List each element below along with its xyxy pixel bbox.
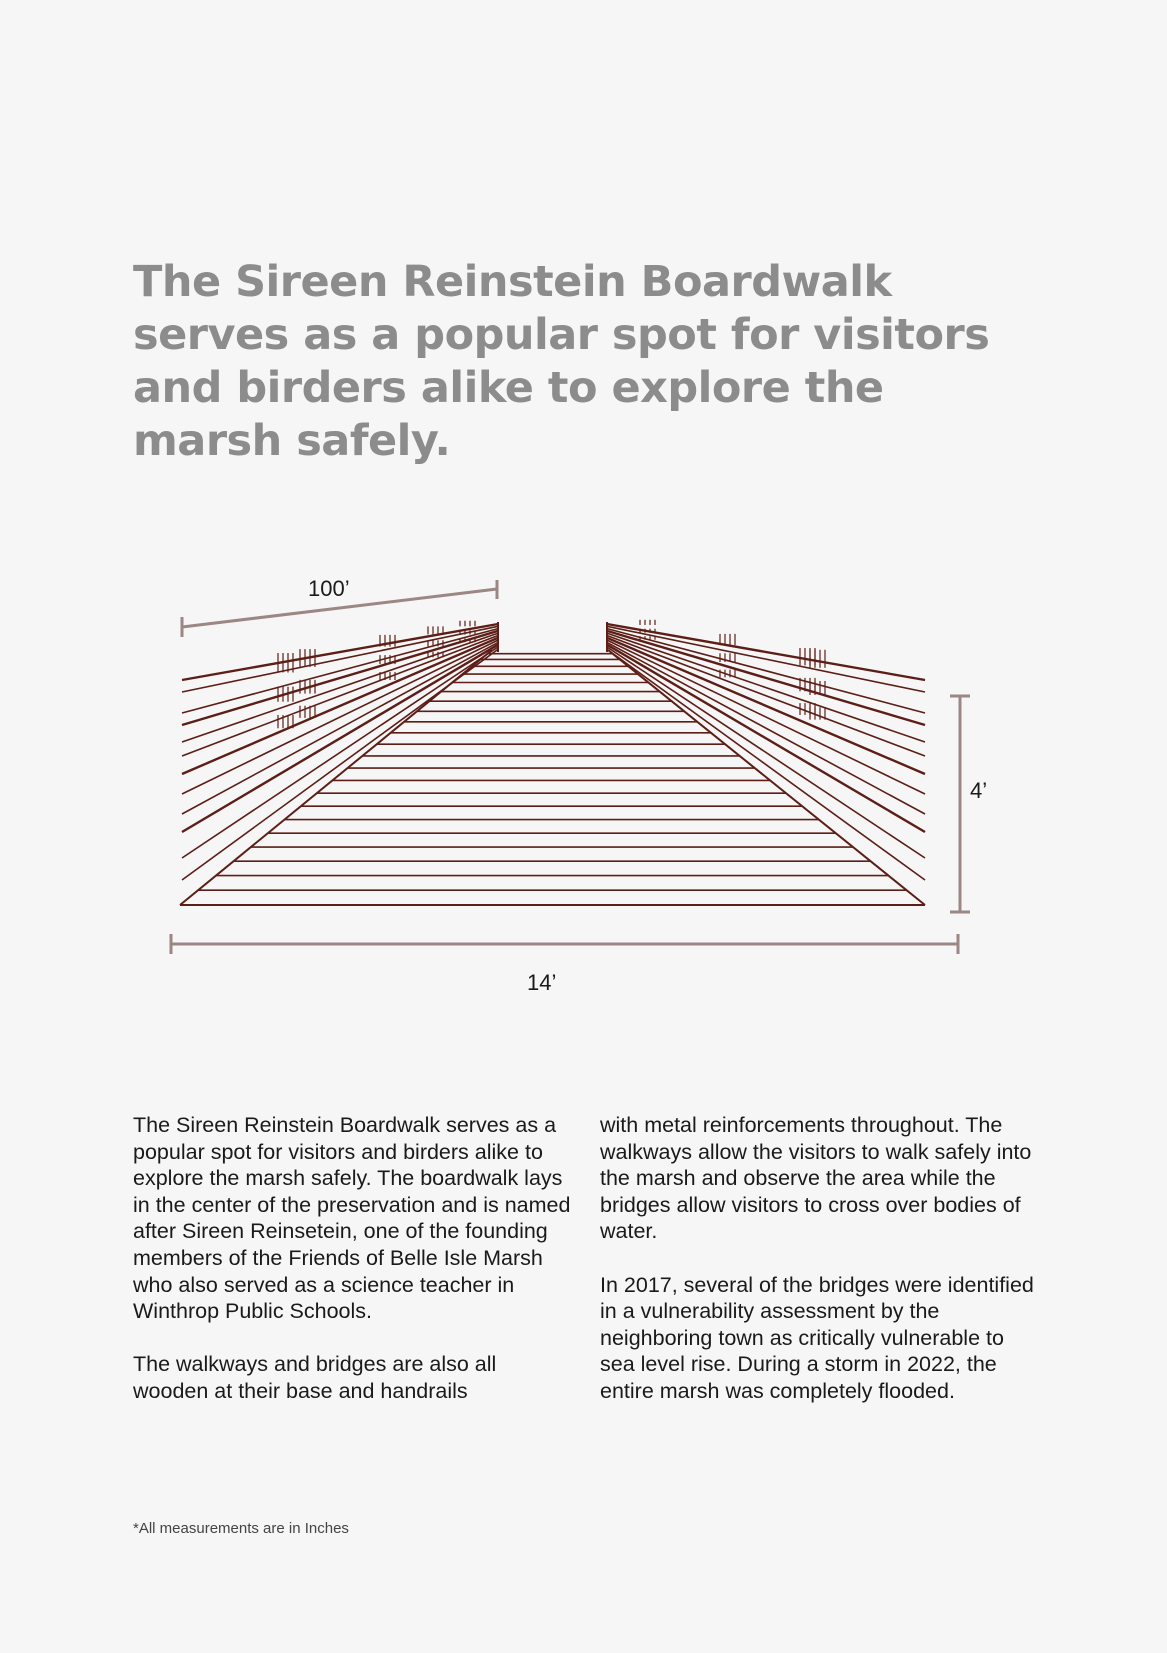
body-paragraph: In 2017, several of the bridges were identified in a vulnerability assessment by the neighboring town as critically vulnerable to sea level rise. During a storm in 2022, the entire marsh was completely flooded. <box>600 1272 1034 1403</box>
left-rail-board <box>182 649 498 880</box>
body-paragraph: with metal reinforcements throughout. The walkways allow the visitors to walk safely into the marsh and observe the area while the bridges allow visitors to cross over bodies of water. <box>600 1113 1032 1244</box>
right-rail-board <box>607 649 925 880</box>
body-column-left <box>133 1112 573 1431</box>
body-paragraph: The Sireen Reinstein Boardwalk serves as a popular spot for visitors and birders alike to explore the marsh safely. The boardwalk lays in the center of the preservation and is named after Sireen Reinsetein, one of the founding members of the Friends of Belle Isle Marsh who also served as a science teacher in Winthrop Public Schools. <box>133 1113 571 1324</box>
left-rail-board <box>182 642 498 814</box>
boardwalk-drawing <box>0 580 1167 1000</box>
right-rail-board <box>607 642 925 814</box>
height-dimension-label: 4’ <box>970 778 988 803</box>
length-dimension-label: 100’ <box>308 576 350 601</box>
width-dimension-label: 14’ <box>527 970 557 995</box>
right-rail-board <box>607 640 925 794</box>
page-headline: The Sireen Reinstein Boardwalk serves as a popular spot for visitors and birders alike to explore the marsh safely. <box>133 257 990 466</box>
measurement-footnote: *All measurements are in Inches <box>133 1520 349 1537</box>
boardwalk-deck <box>180 650 925 905</box>
boardwalk-diagram <box>0 576 1167 1000</box>
right-rail-board <box>607 638 925 774</box>
left-rail-board <box>182 640 498 794</box>
body-paragraph: The walkways and bridges are also all wooden at their base and handrails <box>133 1352 497 1403</box>
body-column-right <box>600 1112 1040 1431</box>
left-rail-board <box>182 638 498 774</box>
left-rail-board <box>182 633 498 742</box>
